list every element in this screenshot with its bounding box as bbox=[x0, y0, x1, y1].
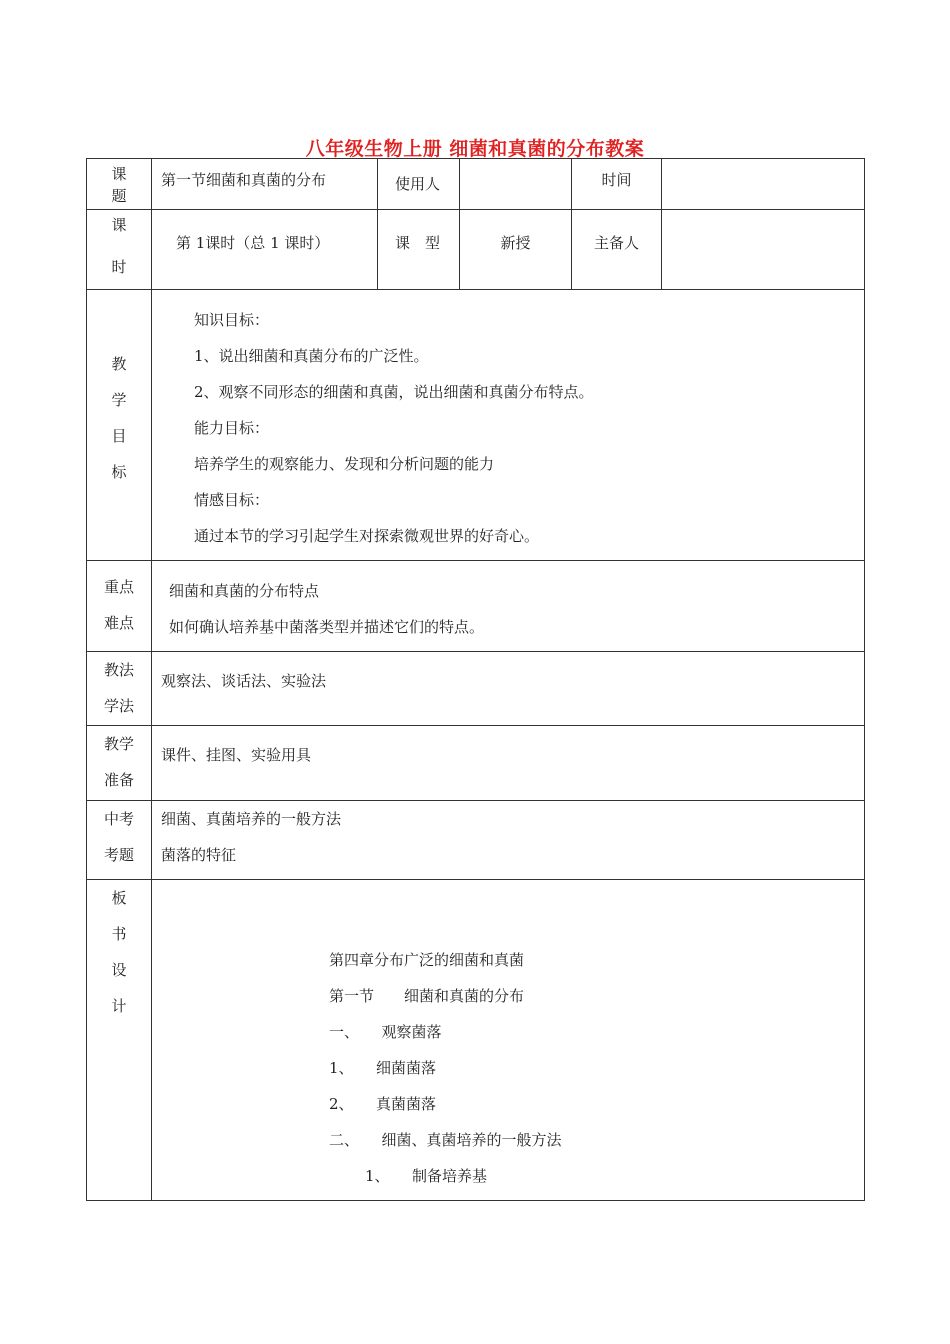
board-line: 一、 观察菌落 bbox=[329, 1023, 442, 1041]
row-preparation bbox=[87, 726, 865, 801]
objective-line: 2、观察不同形态的细菌和真菌，说出细菌和真菌分布特点。 bbox=[194, 383, 594, 401]
exam-content bbox=[152, 801, 865, 880]
label-line: 教法 bbox=[103, 661, 134, 679]
periods-cell bbox=[152, 210, 378, 290]
objective-line: 知识目标： bbox=[194, 311, 270, 329]
label-char: 教 bbox=[111, 355, 127, 373]
row-board bbox=[87, 880, 865, 1201]
periods-value: 第 1课时（总 1 课时） bbox=[176, 234, 330, 252]
row-periods bbox=[87, 210, 865, 290]
lesson-plan-table bbox=[86, 158, 865, 1201]
objective-line: 培养学生的观察能力、发现和分析问题的能力 bbox=[194, 455, 495, 473]
label-periods bbox=[87, 210, 152, 290]
label-line: 重点 bbox=[103, 578, 134, 596]
keypoint-line: 如何确认培养基中菌落类型并描述它们的特点。 bbox=[169, 618, 485, 636]
label-char: 课 bbox=[111, 216, 127, 234]
label-line: 准备 bbox=[103, 771, 134, 789]
row-lesson-title bbox=[87, 159, 865, 210]
row-exam bbox=[87, 801, 865, 880]
time-value-cell bbox=[662, 159, 865, 210]
lesson-title-value: 第一节细菌和真菌的分布 bbox=[161, 171, 327, 189]
label-char: 标 bbox=[111, 463, 127, 481]
methods-content bbox=[152, 652, 865, 726]
label-char: 学 bbox=[111, 391, 127, 409]
label-char: 书 bbox=[111, 925, 127, 943]
label-preparation bbox=[87, 726, 152, 801]
label-keypoints bbox=[87, 561, 152, 652]
type-label-cell bbox=[378, 210, 460, 290]
label-char: 板 bbox=[111, 889, 127, 907]
label-char: 课 bbox=[111, 165, 127, 183]
objectives-content bbox=[152, 290, 865, 561]
preparation-content bbox=[152, 726, 865, 801]
time-label: 时间 bbox=[601, 171, 632, 189]
label-char: 题 bbox=[111, 187, 127, 205]
preparer-value-cell bbox=[662, 210, 865, 290]
objective-line: 1、说出细菌和真菌分布的广泛性。 bbox=[194, 347, 429, 365]
keypoint-line: 细菌和真菌的分布特点 bbox=[169, 582, 320, 600]
label-lesson-title bbox=[87, 159, 152, 210]
type-value: 新授 bbox=[500, 234, 531, 252]
board-line: 第四章分布广泛的细菌和真菌 bbox=[329, 951, 525, 969]
objective-line: 能力目标： bbox=[194, 419, 270, 437]
document-title: 八年级生物上册 细菌和真菌的分布教案 bbox=[305, 138, 645, 160]
type-label: 课 型 bbox=[395, 234, 441, 252]
user-value-cell bbox=[460, 159, 572, 210]
user-label: 使用人 bbox=[395, 175, 441, 193]
label-char: 时 bbox=[111, 258, 127, 276]
preparation-value: 课件、挂图、实验用具 bbox=[161, 746, 312, 764]
objective-line: 通过本节的学习引起学生对探索微观世界的好奇心。 bbox=[194, 527, 540, 545]
row-objectives bbox=[87, 290, 865, 561]
methods-value: 观察法、谈话法、实验法 bbox=[161, 672, 327, 690]
board-line: 1、 细菌菌落 bbox=[329, 1059, 437, 1077]
user-label-cell bbox=[378, 159, 460, 210]
board-line: 二、 细菌、真菌培养的一般方法 bbox=[329, 1131, 562, 1149]
label-methods bbox=[87, 652, 152, 726]
board-content bbox=[152, 880, 865, 1201]
label-line: 考题 bbox=[103, 846, 134, 864]
label-objectives bbox=[87, 290, 152, 561]
time-label-cell bbox=[572, 159, 662, 210]
preparer-label: 主备人 bbox=[593, 234, 639, 252]
label-char: 计 bbox=[111, 997, 127, 1015]
board-line: 1、 制备培养基 bbox=[365, 1167, 488, 1185]
keypoints-content bbox=[152, 561, 865, 652]
lesson-title-cell bbox=[152, 159, 378, 210]
label-line: 学法 bbox=[103, 697, 134, 715]
preparer-label-cell bbox=[572, 210, 662, 290]
label-line: 教学 bbox=[103, 735, 134, 753]
label-line: 难点 bbox=[103, 614, 134, 632]
exam-line: 细菌、真菌培养的一般方法 bbox=[161, 810, 342, 828]
label-char: 设 bbox=[111, 961, 127, 979]
label-exam bbox=[87, 801, 152, 880]
label-char: 目 bbox=[111, 427, 127, 445]
objective-line: 情感目标： bbox=[194, 491, 270, 509]
row-methods bbox=[87, 652, 865, 726]
label-board bbox=[87, 880, 152, 1201]
label-line: 中考 bbox=[103, 810, 134, 828]
type-value-cell bbox=[460, 210, 572, 290]
board-line: 第一节 细菌和真菌的分布 bbox=[329, 987, 525, 1005]
board-line: 2、 真菌菌落 bbox=[329, 1095, 437, 1113]
exam-line: 菌落的特征 bbox=[161, 846, 237, 864]
row-keypoints bbox=[87, 561, 865, 652]
